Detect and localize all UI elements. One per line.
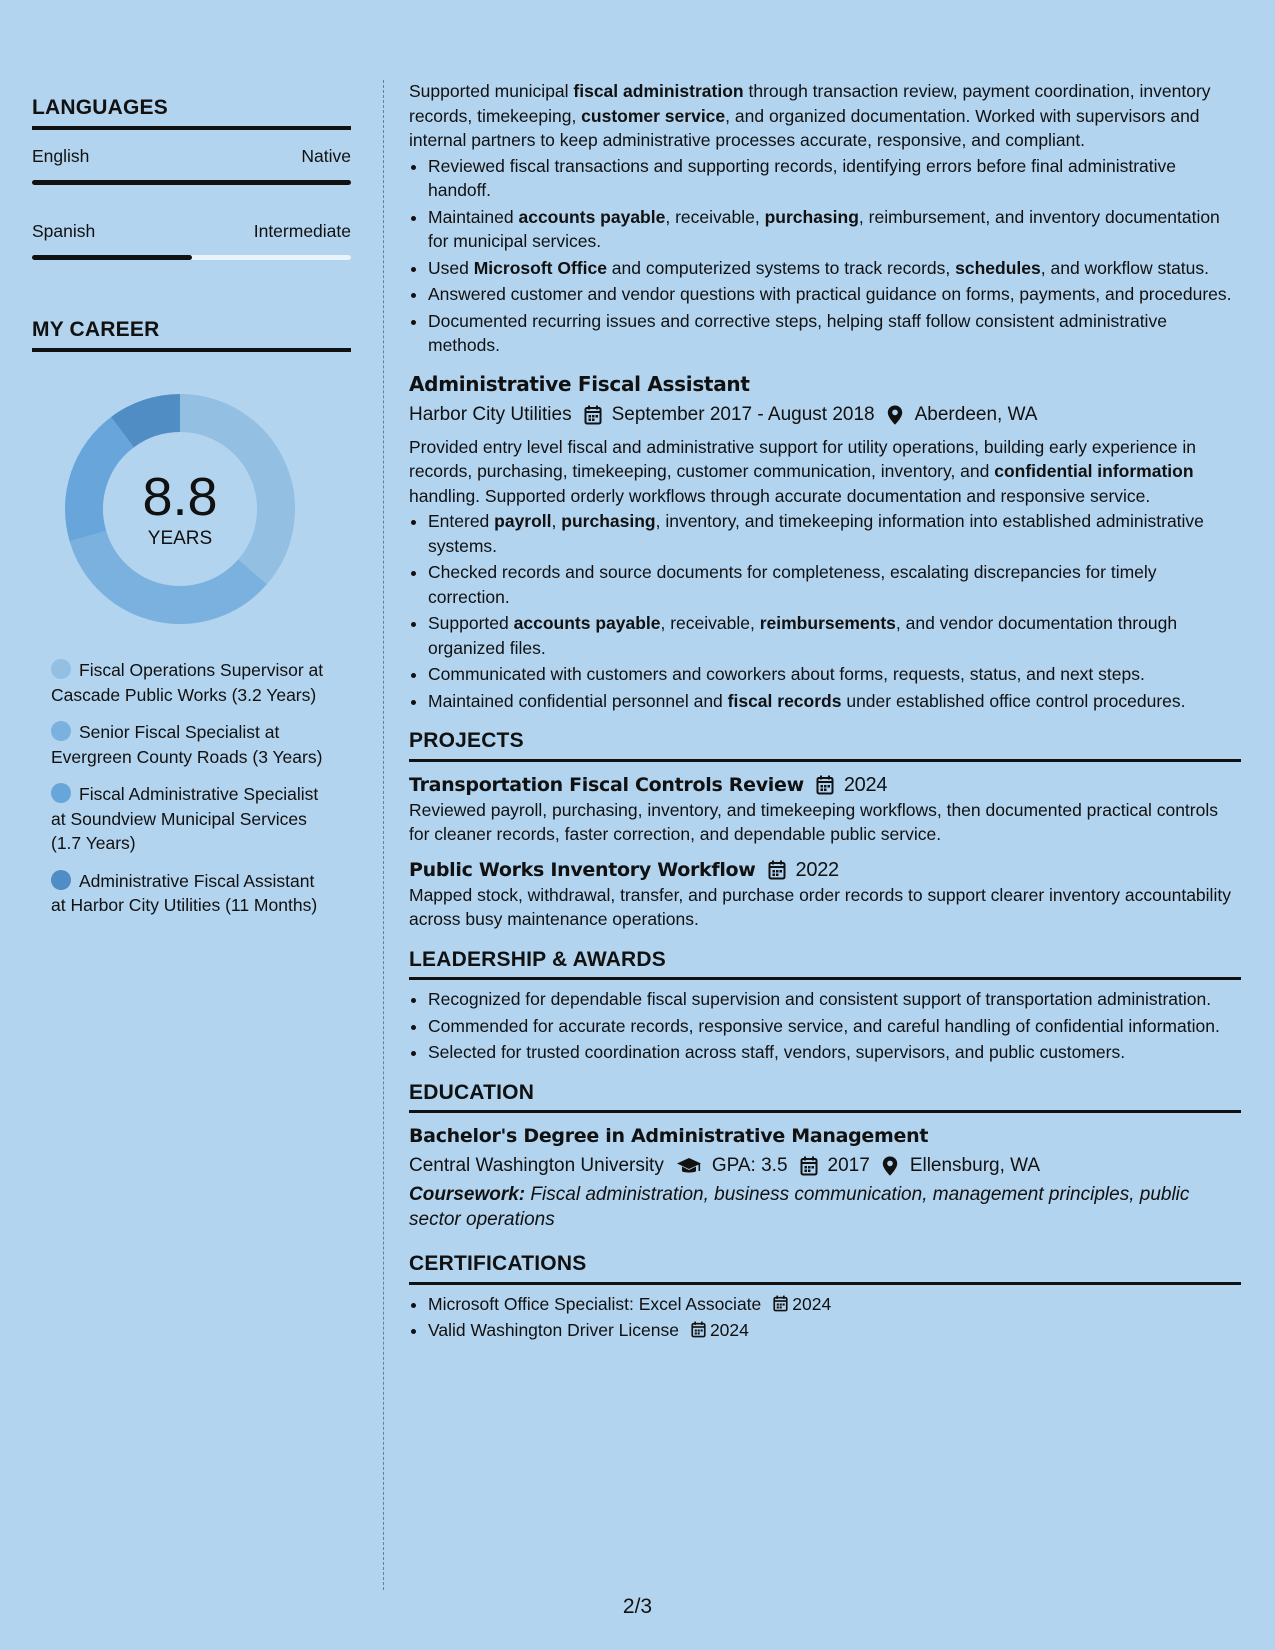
legend-dot — [51, 659, 71, 679]
project-item — [409, 857, 1241, 932]
leadership-heading: LEADERSHIP & AWARDS — [409, 948, 1241, 981]
career-legend-item — [51, 782, 331, 856]
career-total-unit: YEARS — [147, 528, 213, 549]
legend-dot — [51, 870, 71, 890]
language-level: Native — [301, 146, 351, 166]
bullet-item: • Reviewed fiscal transactions and supporting records, identifying errors before final administrative handoff. — [428, 154, 1241, 203]
legend-label: Fiscal Operations Supervisor at Cascade Public Works (3.2 Years) — [51, 660, 324, 705]
calendar-icon — [768, 860, 786, 880]
bullet-item: • Maintained accounts payable, receivable, purchasing, reimbursement, and inventory documentation for municipal services. — [428, 205, 1241, 254]
calendar-icon — [773, 1294, 788, 1311]
school-location: Ellensburg, WA — [909, 1155, 1041, 1176]
languages-list — [32, 146, 351, 260]
certification-name: Microsoft Office Specialist: Excel Associate — [428, 1293, 762, 1314]
graduation-year: 2017 — [827, 1155, 870, 1176]
bullet-item: • Supported accounts payable, receivable, reimbursements, and vendor documentation through organized files. — [428, 611, 1241, 660]
career-legend-item — [51, 869, 331, 918]
sidebar — [32, 96, 351, 931]
language-level: Intermediate — [253, 221, 351, 241]
bullet-item: • Answered customer and vendor questions with practical guidance on forms, payments, and procedures. — [428, 282, 1241, 307]
bullet-item: • Maintained confidential personnel and fiscal records under established office control procedures. — [428, 689, 1241, 714]
job-bullets — [409, 509, 1241, 713]
leadership-item: • Selected for trusted coordination across staff, vendors, supervisors, and public customers. — [428, 1040, 1241, 1065]
education-meta — [409, 1152, 1241, 1180]
coursework — [409, 1183, 1241, 1232]
job-location: Aberdeen, WA — [914, 403, 1038, 425]
certifications-list — [409, 1292, 1241, 1343]
certification-item — [428, 1292, 1241, 1317]
legend-label: Fiscal Administrative Specialist at Soundview Municipal Services (1.7 Years) — [51, 784, 319, 853]
legend-label: Administrative Fiscal Assistant at Harbor City Utilities (11 Months) — [51, 870, 318, 915]
previous-job-summary: Supported municipal fiscal administration through transaction review, payment coordination, inventory records, timekeeping, customer service, and organized documentation. Worked with supervisors and internal partners to keep administrative processes accurate, responsive, and compliant. — [409, 81, 1211, 150]
page-number: 2/3 — [622, 1595, 653, 1618]
calendar-icon — [691, 1320, 706, 1337]
language-proficiency-fill — [32, 255, 192, 260]
certifications-heading: CERTIFICATIONS — [409, 1252, 1241, 1285]
education-heading: EDUCATION — [409, 1081, 1241, 1114]
leadership-item: • Commended for accurate records, responsive service, and careful handling of confidential information. — [428, 1014, 1241, 1039]
project-description: Mapped stock, withdrawal, transfer, and purchase order records to support clearer inventory accountability across busy maintenance operations. — [409, 884, 1231, 929]
project-year: 2022 — [795, 858, 839, 881]
certification-item — [428, 1318, 1241, 1343]
job-meta — [409, 401, 1241, 429]
job-dates: September 2017 - August 2018 — [611, 403, 875, 425]
language-name: English — [32, 146, 90, 166]
project-item — [409, 772, 1241, 847]
language-item — [32, 146, 351, 185]
career-legend-item — [51, 658, 331, 707]
languages-heading: LANGUAGES — [32, 96, 351, 130]
legend-dot — [51, 721, 71, 741]
calendar-icon — [800, 1156, 818, 1176]
language-proficiency-bar — [32, 255, 351, 260]
career-legend-item — [51, 720, 331, 769]
calendar-icon — [584, 405, 602, 425]
project-name: Transportation Fiscal Controls Review — [409, 773, 804, 796]
projects-heading: PROJECTS — [409, 729, 1241, 762]
project-description: Reviewed payroll, purchasing, inventory, and timekeeping workflows, then documented practical controls for cleaner records, faster correction, and dependable public service. — [409, 799, 1218, 844]
map-pin-icon — [882, 1156, 900, 1176]
language-item — [32, 221, 351, 260]
bullet-item: • Checked records and source documents for completeness, escalating discrepancies for timely correction. — [428, 560, 1241, 609]
leadership-item: • Recognized for dependable fiscal supervision and consistent support of transportation administration. — [428, 987, 1241, 1012]
leadership-list — [409, 987, 1241, 1065]
career-total-years: 8.8 — [142, 467, 218, 527]
career-donut-chart — [65, 394, 295, 624]
school-name: Central Washington University — [409, 1155, 664, 1176]
gpa: GPA: 3.5 — [711, 1155, 788, 1176]
legend-dot — [51, 783, 71, 803]
main-column — [409, 79, 1241, 1345]
coursework-text: Fiscal administration, business communication, management principles, public sector operations — [409, 1184, 1190, 1230]
project-year: 2024 — [843, 773, 888, 796]
coursework-label: Coursework: — [409, 1184, 526, 1205]
job-summary: Provided entry level fiscal and administrative support for utility operations, building early experience in records, purchasing, timekeeping, customer communication, inventory, and confidential information handling. Supported orderly workflows through accurate documentation and responsive service. — [409, 436, 1196, 506]
job-company: Harbor City Utilities — [409, 403, 572, 425]
degree-title: Bachelor's Degree in Administrative Management — [409, 1125, 929, 1147]
column-divider — [383, 80, 384, 1590]
graduation-cap-icon — [676, 1156, 702, 1176]
language-proficiency-bar — [32, 180, 351, 185]
job-title: Administrative Fiscal Assistant — [409, 371, 750, 396]
career-legend — [51, 658, 331, 918]
calendar-icon — [816, 775, 834, 795]
bullet-item: • Used Microsoft Office and computerized systems to track records, schedules, and workflow status. — [428, 256, 1241, 281]
bullet-item: • Documented recurring issues and corrective steps, helping staff follow consistent administrative methods. — [428, 309, 1241, 358]
language-proficiency-fill — [32, 180, 351, 185]
career-heading: MY CAREER — [32, 318, 351, 352]
certification-name: Valid Washington Driver License — [428, 1320, 679, 1340]
map-pin-icon — [887, 405, 905, 425]
certification-year: 2024 — [792, 1293, 832, 1314]
bullet-item: • Entered payroll, purchasing, inventory, and timekeeping information into established administrative systems. — [428, 509, 1241, 558]
certification-year: 2024 — [709, 1320, 749, 1340]
project-name: Public Works Inventory Workflow — [409, 858, 756, 881]
legend-label: Senior Fiscal Specialist at Evergreen County Roads (3 Years) — [51, 722, 323, 767]
previous-job-bullets — [409, 154, 1241, 358]
language-name: Spanish — [32, 221, 96, 241]
bullet-item: • Communicated with customers and coworkers about forms, requests, status, and next steps. — [428, 662, 1241, 687]
